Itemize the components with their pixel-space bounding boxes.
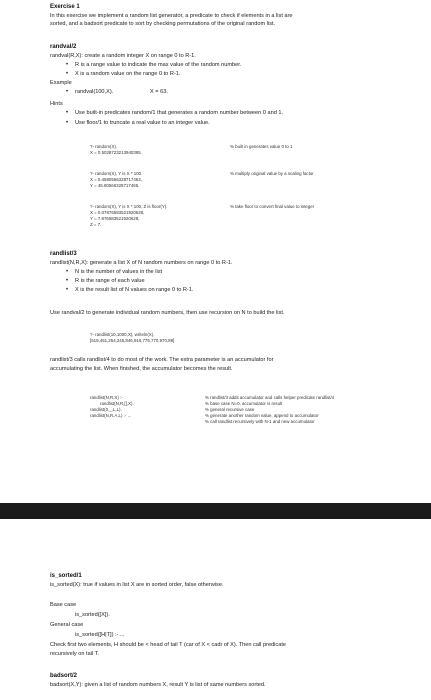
randlist-example — [90, 332, 174, 344]
code-block-3 — [90, 204, 167, 228]
code-line: X = 0.5028723213940395. — [90, 150, 142, 155]
code-line: Z = 7. — [90, 222, 102, 227]
randlist-bullet-1: • N is the number of values in the list — [75, 269, 162, 276]
hint-1: • Use built-in predicates random/1 that generates a random number between 0 and 1. — [75, 110, 283, 117]
code-comment-3: % take floor to convert final value to integer — [230, 204, 315, 209]
code-line: X = 0.07876583521920628, — [90, 210, 145, 215]
code-comment-1: % built in generates value 0 to 1 — [230, 144, 293, 149]
code-comment: % base case N=0, accumulator is result — [205, 401, 283, 406]
page-separator — [0, 503, 431, 519]
code-line: ?- random(X), Y is X * 100. — [90, 171, 143, 176]
code-line: ?- randlist(10,1000,X), writeln(X). — [90, 332, 155, 337]
code-line: [519,451,254,245,846,916,775,770,970,88] — [90, 338, 175, 343]
general-case-code: is_sorted([H|T]) :- ... — [75, 632, 125, 638]
randlist-explain-1: randlist/3 calls randlist/4 to do most of the work. The extra parameter is an accumulator for — [50, 357, 274, 363]
code-line: randlist(N,R,X) :- — [90, 395, 123, 400]
exercise-title: Exercise 1 — [50, 4, 80, 10]
is-sorted-explain-1: Check first two elements, H should be < head of tail T (car of X < cadr of X). Then call predicate — [50, 642, 286, 648]
code-line: randlist(N,R,A,L) :- ... — [90, 413, 132, 418]
example-result: X = 63. — [150, 89, 168, 95]
hints-label: Hints — [50, 101, 63, 107]
code-comment: % call randlist recursively with N-1 and new accumulator — [205, 419, 315, 424]
randval-bullet-2: • X is a random value on the range 0 to R-1. — [75, 71, 180, 78]
code-line: X = 0.4580566328717463, — [90, 177, 142, 182]
code-line: Y = 7.876583521920628, — [90, 216, 140, 221]
randval-signature: randval(R,X): create a random integer X on range 0 to R-1. — [50, 53, 196, 59]
code-line: randlist(0,_,L,L). — [90, 407, 122, 412]
code-comment: % generate another random value, append to accumulator — [205, 413, 319, 418]
code-line: ?- random(X), Y is X * 100, Z is floor(Y). — [90, 204, 168, 209]
code-line: randlist(N,R,[],X). — [100, 401, 134, 406]
randlist-explain-2: accumulating the list. When finished, the accumulator becomes the result. — [50, 366, 233, 372]
general-case-label: General case — [50, 622, 84, 628]
code-block-2 — [90, 171, 142, 189]
code-line: ?- random(X). — [90, 144, 118, 149]
randval-heading: randval/2 — [50, 44, 77, 50]
randlist-usage: Use randval/2 to generate individual random numbers, then use recursion on N to build the list. — [50, 310, 285, 316]
is-sorted-heading: is_sorted/1 — [50, 573, 82, 579]
code-comment-2: % multiply original value by a scaling factor — [230, 171, 314, 176]
randlist-bullet-2: • R is the range of each value — [75, 278, 145, 285]
base-case-code: is_sorted([X]). — [75, 612, 110, 618]
randval-bullet-1: • R is a range value to indicate the max value of the random number. — [75, 62, 241, 69]
randlist-bullet-3: • X is the result list of N values on range 0 to R-1. — [75, 287, 193, 294]
randlist-code — [90, 395, 134, 419]
is-sorted-explain-2: recursively on tail T. — [50, 651, 100, 657]
code-line: Y = 45.80566328717465. — [90, 183, 140, 188]
randlist-comments — [205, 395, 334, 425]
is-sorted-signature: is_sorted(X): true if values in list X are in sorted order, false otherwise. — [50, 582, 224, 588]
intro-line-1: In this exercise we implement a random list generator, a predicate to check if elements in a list are — [50, 13, 293, 19]
example-call: • randval(100,X). — [75, 89, 113, 96]
randlist-signature: randlist(N,R,X): generate a list X of N random numbers on range 0 to R-1. — [50, 260, 233, 266]
intro-line-2: sorted, and a badsort predicate to sort by checking permutations of the original random list. — [50, 21, 276, 27]
document-page-2 — [0, 519, 431, 700]
code-comment: % randlist/3 adds accumulator and calls helper predicate randlist/4 — [205, 395, 335, 400]
randlist-heading: randlist/3 — [50, 251, 77, 257]
code-block-1 — [90, 144, 142, 156]
base-case-label: Base case — [50, 602, 77, 608]
example-label: Example — [50, 80, 72, 86]
badsort-signature: badsort(X,Y): given a list of random numbers X, result Y is list of same numbers sorted. — [50, 682, 266, 688]
badsort-heading: badsort/2 — [50, 673, 78, 679]
code-comment: % general recursive case — [205, 407, 255, 412]
hint-2: • Use floor/1 to truncate a real value to an integer value. — [75, 120, 210, 127]
